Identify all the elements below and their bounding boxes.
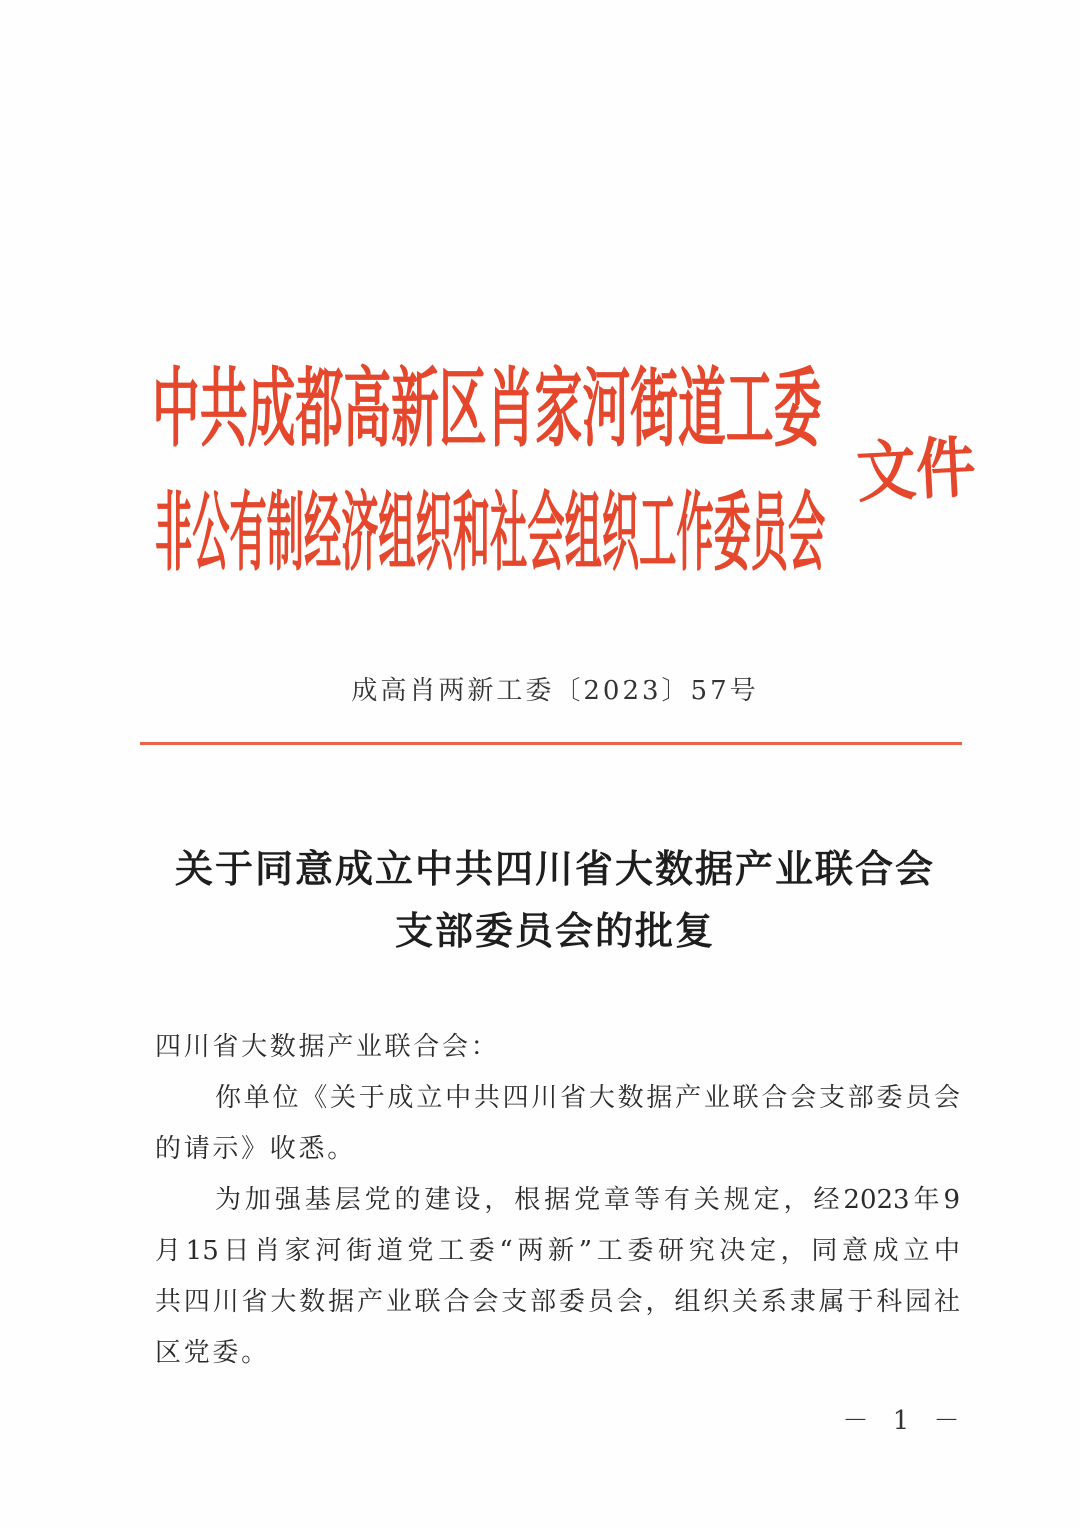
- issuer-name-line2: 非公有制经济组织和社会组织工作委员会: [155, 482, 826, 583]
- document-body: [155, 1022, 960, 1379]
- document-number: 成高肖两新工委〔2023〕57号: [351, 676, 759, 706]
- document-label: 文件: [854, 427, 978, 512]
- body-line: 区党委。: [155, 1338, 270, 1368]
- body-line: 为加强基层党的建设，根据党章等有关规定，经2023年9: [215, 1185, 960, 1215]
- issuer-name-line1: 中共成都高新区肖家河街道工委: [152, 358, 822, 459]
- addressee: 四川省大数据产业联合会：: [155, 1032, 500, 1062]
- red-divider-line: [140, 742, 962, 745]
- body-line: 共四川省大数据产业联合会支部委员会，组织关系隶属于科园社: [155, 1287, 960, 1317]
- body-line: 你单位《关于成立中共四川省大数据产业联合会支部委员会: [215, 1083, 960, 1113]
- body-line: 月15日肖家河街道党工委“两新”工委研究决定，同意成立中: [155, 1236, 960, 1266]
- page-number: － 1 －: [842, 1406, 968, 1436]
- body-line: 的请示》收悉。: [155, 1134, 356, 1164]
- document-title-line2: 支部委员会的批复: [394, 908, 715, 953]
- document-title-line1: 关于同意成立中共四川省大数据产业联合会: [174, 846, 935, 891]
